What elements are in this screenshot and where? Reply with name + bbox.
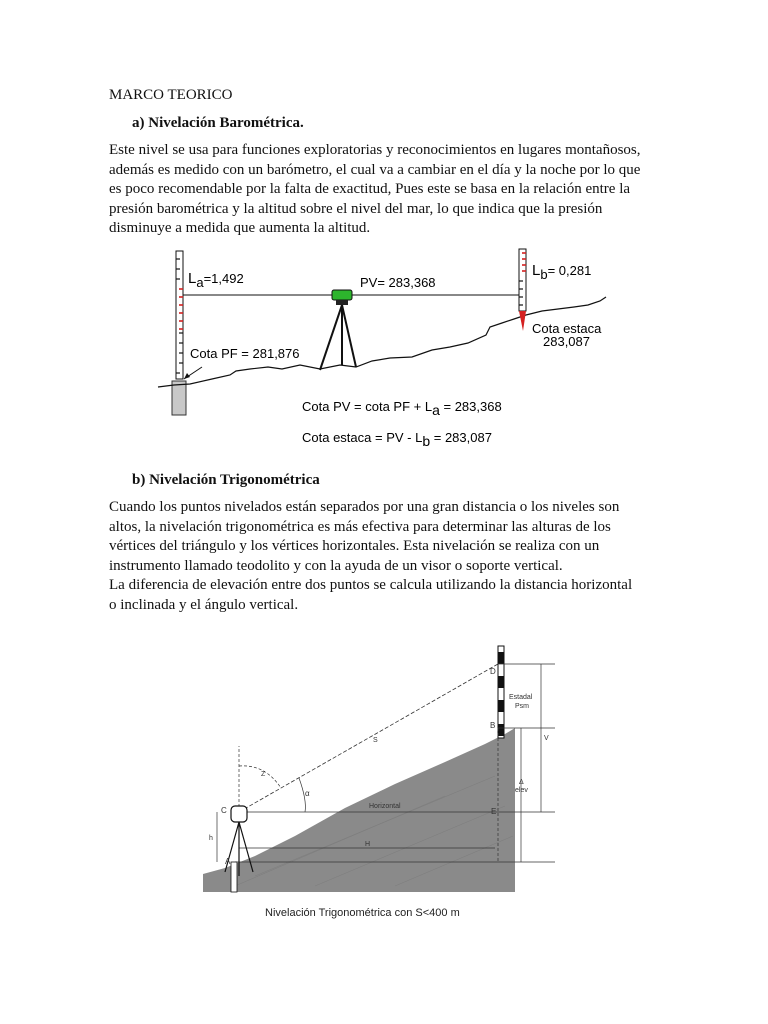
pv-label: PV= 283,368 <box>360 275 436 290</box>
section-b-paragraph <box>109 498 669 615</box>
diagram-caption: Nivelación Trigonométrica con S<400 m <box>265 907 460 919</box>
label-z: Z <box>261 771 266 778</box>
label-v: V <box>544 735 549 742</box>
section-a-title: a) Nivelación Barométrica. <box>132 115 304 131</box>
paragraph-line: Cuando los puntos nivelados están separados por una gran distancia o los niveles son <box>109 499 620 515</box>
tripod <box>320 305 356 370</box>
la-label: La=1,492 <box>188 270 244 290</box>
arrow-head-icon <box>184 373 190 379</box>
point-a-stake <box>231 862 237 892</box>
section-a-paragraph <box>109 141 669 239</box>
paragraph-line: es poco recomendable por la falta de exactitud, Pues este se basa en la relación entre la <box>109 181 631 197</box>
benchmark-post <box>172 381 186 415</box>
cota-estaca-value: 283,087 <box>543 334 590 349</box>
label-s: S <box>373 737 378 744</box>
paragraph-line: vértices del triángulo y los vértices horizontales. Esta nivelación se realiza con un <box>109 538 600 554</box>
formula-cota-pv: Cota PV = cota PF + La = 283,368 <box>302 399 502 418</box>
label-d: D <box>490 667 496 676</box>
paragraph-line: instrumento llamado teodolito y con la ayuda de un visor o soporte vertical. <box>109 557 563 574</box>
label-horizontal: Horizontal <box>369 803 401 810</box>
ground-profile <box>158 297 606 387</box>
trigonometric-diagram <box>195 636 565 926</box>
cota-pf-label: Cota PF = 281,876 <box>190 346 300 361</box>
cota-estaca-label: Cota estaca <box>532 321 602 336</box>
label-h-upper: H <box>365 841 371 848</box>
lb-label: Lb= 0,281 <box>532 262 592 282</box>
label-alpha: α <box>305 789 310 798</box>
paragraph-line: presión barométrica y la altitud sobre el nivel del mar, lo que indica que la presión <box>109 200 603 217</box>
label-estadal: Estadal <box>509 694 533 701</box>
label-b: B <box>490 721 496 730</box>
paragraph-line: La diferencia de elevación entre dos puntos se calcula utilizando la distancia horizontal <box>109 577 633 593</box>
paragraph-line: o inclinada y el ángulo vertical. <box>109 596 299 613</box>
label-a: A <box>225 857 231 866</box>
label-e: E <box>491 807 497 816</box>
zenith-arc <box>239 766 281 788</box>
level-instrument-base <box>336 300 348 305</box>
paragraph-line: disminuye a medida que aumenta la altitud. <box>109 220 371 236</box>
paragraph-line: además es medido con un barómetro, el cual va a cambiar en el día y la noche por lo que <box>109 161 641 178</box>
paragraph-line: altos, la nivelación trigonométrica es más efectiva para determinar las alturas de los <box>109 518 611 535</box>
leveling-diagram <box>150 245 620 455</box>
label-c: C <box>221 806 227 815</box>
page-heading: MARCO TEORICO <box>109 87 233 103</box>
level-instrument <box>332 290 352 300</box>
label-h-lower: h <box>209 835 213 842</box>
stake-point <box>519 311 526 331</box>
label-psm: Psm <box>515 703 529 710</box>
label-delta: Δ <box>519 779 524 786</box>
formula-cota-estaca: Cota estaca = PV - Lb = 283,087 <box>302 430 492 449</box>
theodolite <box>231 806 247 822</box>
label-elev: elev <box>515 787 528 794</box>
paragraph-line: Este nivel se usa para funciones exploratorias y reconocimientos en lugares montañosos, <box>109 142 641 158</box>
section-b-title: b) Nivelación Trigonométrica <box>132 472 320 488</box>
left-level-rod <box>176 251 183 379</box>
